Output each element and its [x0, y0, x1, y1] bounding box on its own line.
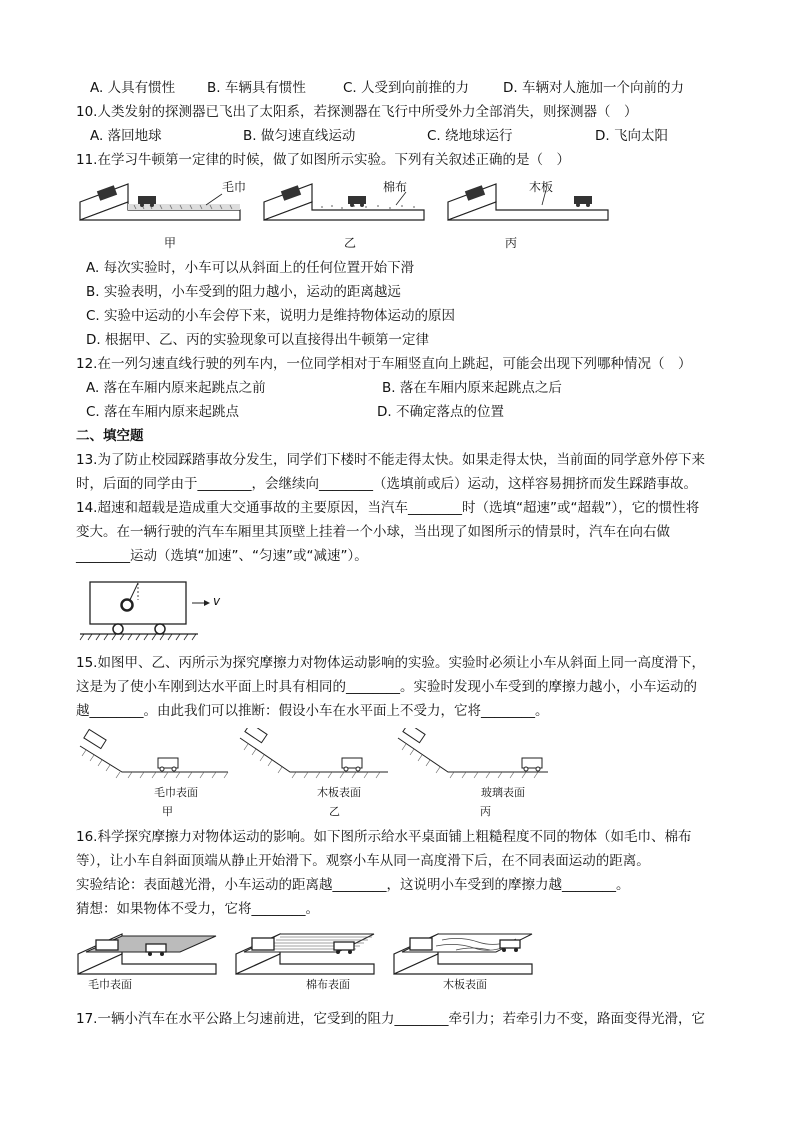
q16-line: 16.科学探究摩擦力对物体运动的影响。如下图所示给水平桌面铺上粗糙程度不同的物体（如毛巾、棉布	[76, 829, 692, 845]
q15-figure	[76, 728, 556, 818]
q16-setup-towel	[78, 934, 216, 974]
q10-option-a: A. 落回地球	[90, 128, 162, 144]
section-title: 二、填空题	[76, 428, 144, 444]
q15-line: 15.如图甲、乙、丙所示为探究摩擦力对物体运动影响的实验。实验时必须让小车从斜面上同一高度滑下，	[76, 655, 705, 671]
q11-surface-label: 毛巾	[222, 180, 247, 194]
q15-surface-label: 木板表面	[317, 786, 361, 799]
q9-option-b: B. 车辆具有惯性	[207, 80, 306, 96]
q16-surface-label: 木板表面	[443, 978, 487, 991]
q13-line: 13.为了防止校园踩踏事故分发生，同学们下楼时不能走得太快。如果走得太快，当前面的同学意外停下来	[76, 452, 705, 468]
q11-option-a: A. 每次实验时，小车可以从斜面上的任何位置开始下滑	[86, 260, 415, 276]
q16-surface-label: 棉布表面	[306, 978, 350, 991]
q12-option-a: A. 落在车厢内原来起跳点之前	[86, 380, 266, 396]
q11-surface-label: 木板	[529, 180, 554, 194]
q16-line: 猜想：如果物体不受力，它将________。	[76, 901, 319, 917]
q11-figure-label: 甲	[164, 236, 177, 250]
q11-setup-bing	[448, 184, 608, 220]
q10-option-c: C. 绕地球运行	[427, 128, 513, 144]
velocity-label: v	[213, 594, 221, 608]
q11-option-c: C. 实验中运动的小车会停下来，说明力是维持物体运动的原因	[86, 308, 456, 324]
q16-figure	[76, 926, 566, 996]
q14-line: 变大。在一辆行驶的汽车车厢里其顶壁上挂着一个小球，当出现了如图所示的情景时，汽车在向右做	[76, 524, 670, 540]
q14-figure	[76, 576, 226, 646]
q15-setup-bing	[398, 728, 548, 778]
q15-figure-label: 丙	[480, 805, 491, 818]
q10-option-d: D. 飞向太阳	[595, 128, 668, 144]
q11-surface-label: 棉布	[383, 180, 408, 194]
q11-figure-label: 乙	[344, 236, 357, 250]
q16-setup-cotton	[236, 934, 374, 974]
q15-surface-label: 毛巾表面	[154, 786, 198, 799]
q16-setup-wood	[394, 934, 532, 974]
q15-line: 这是为了使小车刚到达水平面上时具有相同的________。实验时发现小车受到的摩擦力越小，小车运动的	[76, 679, 697, 695]
q15-setup-jia	[80, 729, 228, 778]
q12-option-b: B. 落在车厢内原来起跳点之后	[382, 380, 562, 396]
q16-line: 等），让小车自斜面顶端从静止开始滑下。观察小车从同一高度滑下后，在不同表面运动的距离。	[76, 853, 650, 869]
q12-stem: 12.在一列匀速直线行驶的列车内，一位同学相对于车厢竖直向上跳起，可能会出现下列哪种情况（ ）	[76, 356, 692, 372]
q9-option-a: A. 人具有惯性	[90, 80, 176, 96]
q16-surface-label: 毛巾表面	[88, 978, 132, 991]
q11-setup-jia	[80, 184, 240, 220]
q13-line: 时，后面的同学由于________，会继续向________（选填前或后）运动，这样容易拥挤而发生踩踏事故。	[76, 476, 697, 492]
q14-line: 14.超速和超载是造成重大交通事故的主要原因，当汽车________时（选填“超速”或“超载”），它的惯性将	[76, 500, 700, 516]
q10-stem: 10.人类发射的探测器已飞出了太阳系，若探测器在飞行中所受外力全部消失，则探测器（ ）	[76, 104, 638, 120]
q15-figure-label: 甲	[162, 805, 173, 818]
q17-line: 17.一辆小汽车在水平公路上匀速前进，它受到的阻力________牵引力；若牵引力不变，路面变得光滑，它	[76, 1011, 705, 1027]
q15-line: 越________。由此我们可以推断：假设小车在水平面上不受力，它将________。	[76, 703, 549, 719]
q11-option-b: B. 实验表明，小车受到的阻力越小，运动的距离越远	[86, 284, 401, 300]
q11-option-d: D. 根据甲、乙、丙的实验现象可以直接得出牛顿第一定律	[86, 332, 429, 348]
q12-option-d: D. 不确定落点的位置	[377, 404, 504, 420]
q15-setup-yi	[240, 728, 388, 778]
q9-option-c: C. 人受到向前推的力	[343, 80, 470, 96]
q10-option-b: B. 做匀速直线运动	[243, 128, 356, 144]
q16-line: 实验结论：表面越光滑，小车运动的距离越________，这说明小车受到的摩擦力越________。	[76, 877, 630, 893]
q11-figure-label: 丙	[505, 236, 518, 250]
q15-surface-label: 玻璃表面	[481, 786, 525, 799]
q11-figure	[76, 174, 636, 254]
q14-line: ________运动（选填“加速”、“匀速”或“减速”）。	[76, 548, 368, 564]
q11-stem: 11.在学习牛顿第一定律的时候，做了如图所示实验。下列有关叙述正确的是（ ）	[76, 152, 570, 168]
q12-option-c: C. 落在车厢内原来起跳点	[86, 404, 240, 420]
q9-option-d: D. 车辆对人施加一个向前的力	[503, 80, 684, 96]
q15-figure-label: 乙	[329, 805, 340, 818]
